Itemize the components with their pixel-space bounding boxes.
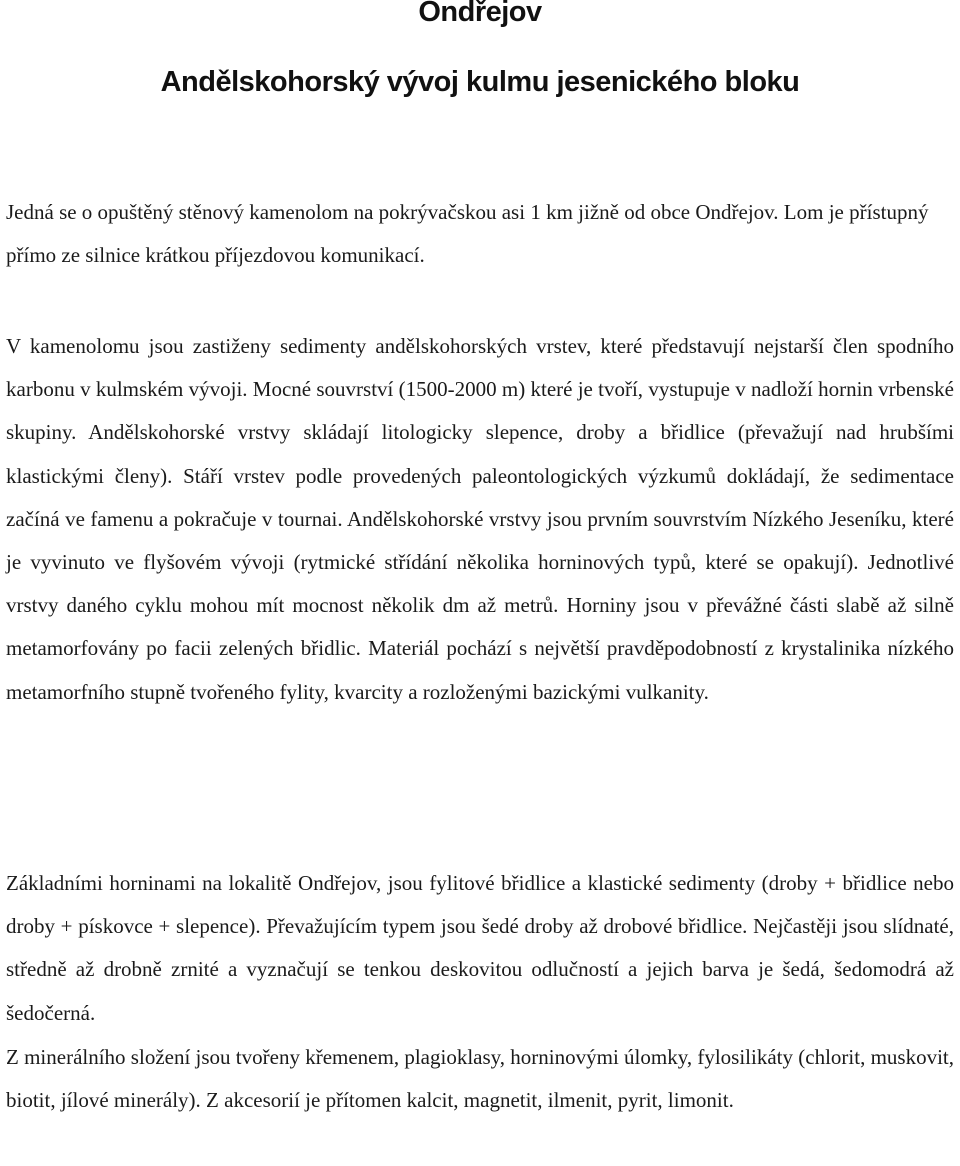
paragraph-minerals: Z minerálního složení jsou tvořeny křemenem, plagioklasy, horninovými úlomky, fylosilikáty (chlorit, muskovit, biotit, jílové minerály). Z akcesorií je přítomen kalcit, magnetit, ilmenit, pyrit, limonit. — [6, 1045, 954, 1113]
paragraph-intro: Jedná se o opuštěný stěnový kamenolom na pokrývačskou asi 1 km jižně od obce Ondřejov. Lom je přístupný přímo ze silnice krátkou příjezdovou komunikací. — [6, 200, 929, 268]
document-subtitle: Andělskohorský vývoj kulmu jesenického bloku — [160, 66, 800, 98]
paragraph-geology: V kamenolomu jsou zastiženy sedimenty andělskohorských vrstev, které představují nejstarší člen spodního karbonu v kulmském vývoji. Mocné souvrství (1500-2000 m) které je tvoří, vystupuje v nadloží hornin vrbenské skupiny. Andělskohorské vrstvy skládají litologicky slepence, droby a břidlice (převažují nad hrubšími klastickými členy). Stáří vrstev podle provedených paleontologických výzkumů dokládají, že sedimentace začíná ve famenu a pokračuje v tournai. Andělskohorské vrstvy jsou prvním souvrstvím Nízkého Jeseníku, které je vyvinuto ve flyšovém vývoji (rytmické střídání několika horninových typů, které se opakují). Jednotlivé vrstvy daného cyklu mohou mít mocnost několik dm až metrů. Horniny jsou v převážné části slabě až silně metamorfovány po facii zelených břidlic. Materiál pochází s největší pravděpodobností z krystalinika nízkého metamorfního stupně tvořeného fylity, kvarcity a rozloženými bazickými vulkanity. — [6, 334, 954, 704]
document-title: Ondřejov — [418, 0, 542, 28]
paragraph-rocks: Základními horninami na lokalitě Ondřejov, jsou fylitové břidlice a klastické sedimenty (droby + břidlice nebo droby + pískovce + slepence). Převažujícím typem jsou šedé droby až drobové břidlice. Nejčastěji jsou slídnaté, středně až drobně zrnité a vyznačují se tenkou deskovitou odlučností a jejich barva je šedá, šedomodrá až šedočerná. — [6, 871, 954, 1025]
